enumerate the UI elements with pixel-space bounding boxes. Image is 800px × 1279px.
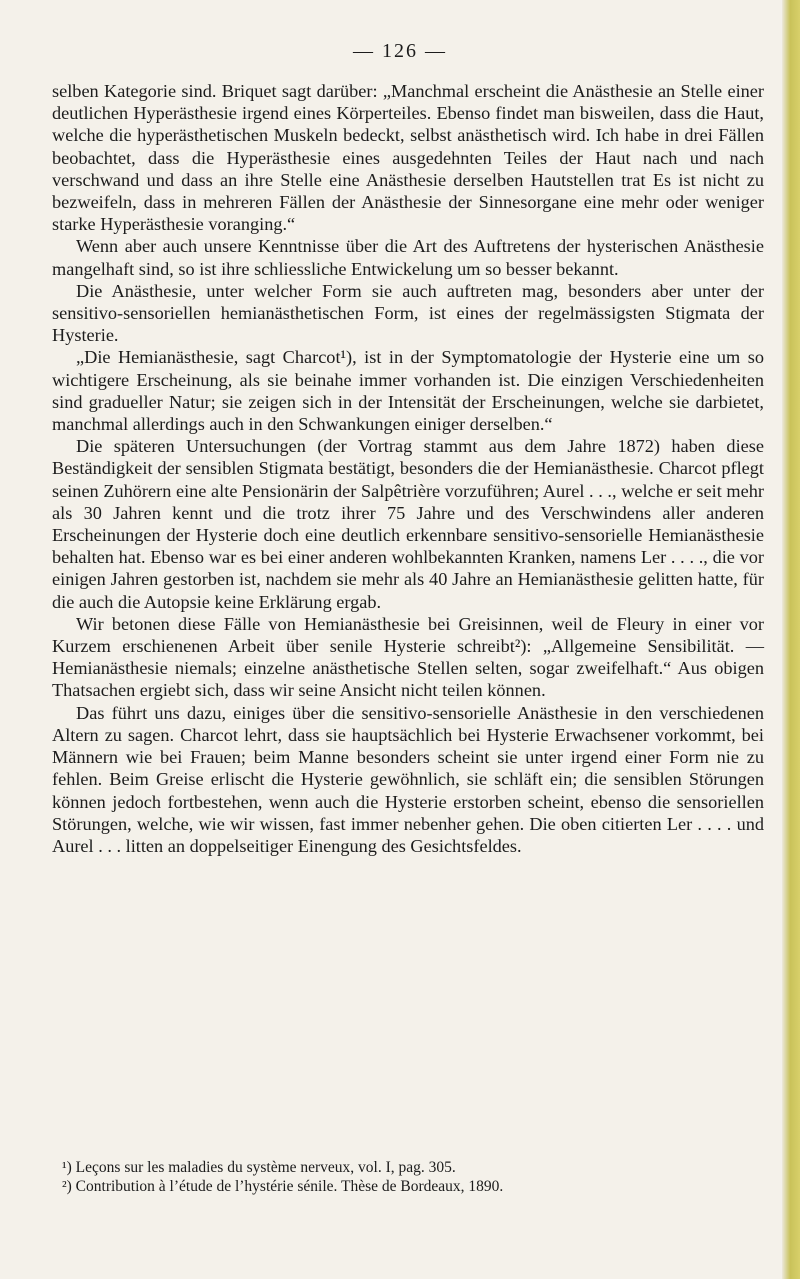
paragraph: „Die Hemianästhesie, sagt Charcot¹), ist in der Symptomatologie der Hysterie eine um so wichtigere Erscheinung, als sie beinahe immer vorhanden ist. Die einzigen Verschiedenheiten sind gradueller Natur; sie zeigen sich in der Intensität der Erscheinungen, welche sie darbietet, manchmal allerdings auch in den Schwankungen einiger derselben.“ — [52, 347, 764, 435]
paragraph: selben Kategorie sind. Briquet sagt darüber: „Manchmal erscheint die Anästhesie an Stelle einer deutlichen Hyperästhesie irgend eines Körperteiles. Ebenso findet man bisweilen, dass die Haut, welche die hyperästhetischen Muskeln bedeckt, selbst anästhetisch wird. Ich habe in drei Fällen beobachtet, dass die Hyperästhesie eines ausgedehnten Teiles der Haut nach und nach verschwand und dass an ihre Stelle eine Anästhesie derselben Hautstellen trat Es ist nicht zu bezweifeln, dass in mehreren Fällen der Anästhesie der Sinnesorgane eine mehr oder weniger starke Hyperästhesie voranging.“ — [52, 81, 764, 235]
paragraph: Das führt uns dazu, einiges über die sensitivo-sensorielle Anästhesie in den verschiedenen Altern zu sagen. Charcot lehrt, dass sie hauptsächlich bei Hysterie Erwachsener vorkommt, bei Männern wie bei Frauen; beim Manne besonders scheint sie unter irgend einer Form nie zu fehlen. Beim Greise erlischt die Hysterie gewöhnlich, sie schläft ein; die sensiblen Störungen können jedoch fortbestehen, wenn auch die Hysterie erstorben scheint, ebenso die sensoriellen Störungen, welche, wie wir wissen, fast immer nebenher gehen. Die oben citierten Ler . . . . und Aurel . . . litten an doppelseitiger Einengung des Gesichtsfeldes. — [52, 702, 764, 856]
paragraph: Wir betonen diese Fälle von Hemianästhesie bei Greisinnen, weil de Fleury in einer vor Kurzem erschienenen Arbeit über senile Hysterie schreibt²): „Allgemeine Sensibilität. — Hemianästhesie niemals; einzelne anästhetische Stellen selten, sogar zweifelhaft.“ Aus obigen Thatsachen ergiebt sich, dass wir seine Ansicht nicht teilen können. — [52, 613, 764, 701]
footnotes — [52, 1158, 764, 1196]
body-text — [52, 80, 764, 857]
paragraph: Die späteren Untersuchungen (der Vortrag stammt aus dem Jahre 1872) haben diese Beständigkeit der sensiblen Stigmata bestätigt, besonders die der Hemianästhesie. Charcot pflegt seinen Zuhörern eine alte Pensionärin der Salpêtrière vorzuführen; Aurel . . ., welche er seit mehr als 30 Jahren kennt und die trotz ihrer 75 Jahre und des Verschwindens aller anderen Erscheinungen der Hysterie doch eine deutlich erkennbare sensitivo-sensorielle Hemianästhesie behalten hat. Ebenso war es bei einer anderen wohlbekannten Kranken, namens Ler . . . ., die vor einigen Jahren gestorben ist, nachdem sie mehr als 40 Jahre an Hemianästhesie gelitten hatte, für die auch die Autopsie keine Erklärung ergab. — [52, 436, 764, 612]
paragraph: Wenn aber auch unsere Kenntnisse über die Art des Auftretens der hysterischen Anästhesie mangelhaft sind, so ist ihre schliessliche Entwickelung um so besser bekannt. — [52, 236, 764, 279]
page-number: — 126 — — [353, 40, 447, 62]
paragraph: Die Anästhesie, unter welcher Form sie auch auftreten mag, besonders aber unter der sensitivo-sensoriellen hemianästhetischen Form, ist eines der regelmässigsten Stigmata der Hysterie. — [52, 280, 764, 346]
footnote: ¹) Leçons sur les maladies du système nerveux, vol. I, pag. 305. — [62, 1159, 456, 1176]
page-edge — [782, 0, 800, 1279]
footnote: ²) Contribution à l’étude de l’hystérie sénile. Thèse de Bordeaux, 1890. — [62, 1178, 504, 1195]
